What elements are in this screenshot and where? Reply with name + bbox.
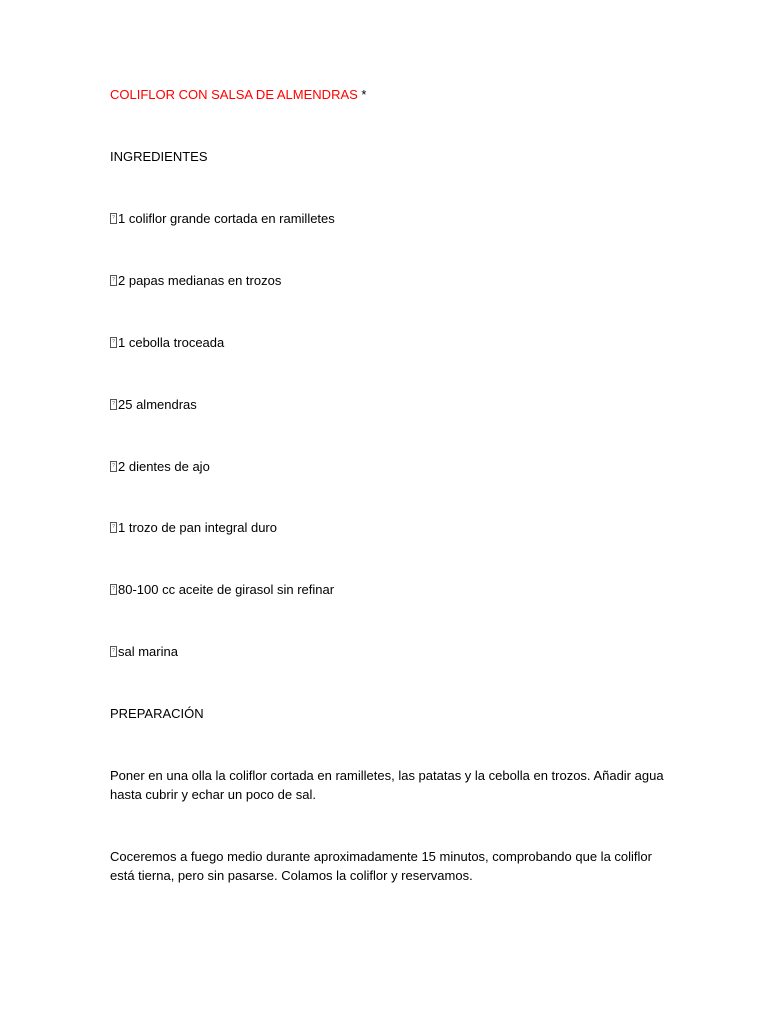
ingredients-heading: INGREDIENTES: [110, 149, 208, 164]
ingredient-item: [110, 642, 178, 661]
ingredient-text: 1 cebolla troceada: [118, 335, 225, 350]
recipe-title: [110, 85, 366, 104]
ingredient-text: 2 dientes de ajo: [118, 459, 210, 474]
missing-glyph-icon: ?: [110, 522, 117, 533]
missing-glyph-icon: ?: [110, 213, 117, 224]
ingredient-item: [110, 395, 197, 414]
preparation-paragraph: Coceremos a fuego medio durante aproximadamente 15 minutos, comprobando que la coliflor está tierna, pero sin pasarse. Colamos la coliflor y reservamos.: [110, 849, 652, 883]
ingredient-text: 1 coliflor grande cortada en ramilletes: [118, 211, 335, 226]
ingredient-text: 1 trozo de pan integral duro: [118, 520, 277, 535]
missing-glyph-icon: ?: [110, 461, 117, 472]
ingredient-text: sal marina: [118, 644, 178, 659]
missing-glyph-icon: ?: [110, 399, 117, 410]
ingredient-text: 80-100 cc aceite de girasol sin refinar: [118, 582, 335, 597]
preparation-heading: PREPARACIÓN: [110, 706, 204, 721]
recipe-title-asterisk: *: [361, 87, 367, 102]
missing-glyph-icon: ?: [110, 584, 117, 595]
ingredient-item: [110, 457, 210, 476]
ingredient-item: [110, 518, 277, 537]
preparation-paragraph: Poner en una olla la coliflor cortada en ramilletes, las patatas y la cebolla en trozos. Añadir agua hasta cubrir y echar un poco de sal.: [110, 768, 664, 802]
ingredient-text: 25 almendras: [118, 397, 197, 412]
ingredient-item: [110, 209, 335, 228]
missing-glyph-icon: ?: [110, 646, 117, 657]
missing-glyph-icon: ?: [110, 337, 117, 348]
ingredient-text: 2 papas medianas en trozos: [118, 273, 282, 288]
recipe-title-text: COLIFLOR CON SALSA DE ALMENDRAS: [110, 87, 358, 102]
ingredient-item: [110, 271, 281, 290]
ingredient-item: [110, 333, 224, 352]
missing-glyph-icon: ?: [110, 275, 117, 286]
ingredient-item: [110, 580, 334, 599]
